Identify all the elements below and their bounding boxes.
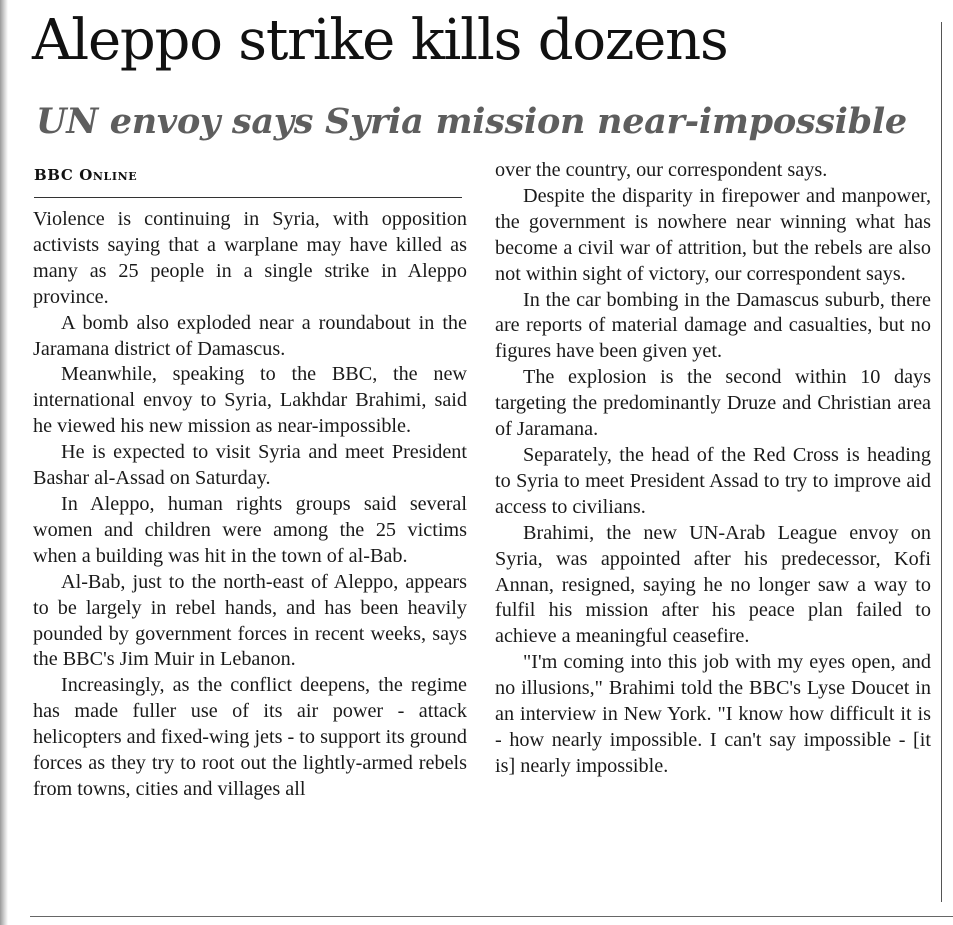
paragraph: Brahimi, the new UN-Arab League envoy on Syria, was appointed after his predecessor, Kofi Annan, resigned, saying he no longer saw a way to fulfil his mission after his peace plan failed to achieve a meaningful ceasefire.: [495, 521, 931, 648]
subheadline: UN envoy says Syria mission near-impossible: [36, 101, 907, 142]
paragraph: Despite the disparity in firepower and manpower, the government is nowhere near winning what has become a civil war of attrition, but the rebels are also not within sight of victory, our correspondent says.: [495, 184, 931, 285]
headline: Aleppo strike kills dozens: [32, 8, 728, 73]
byline-rule: [34, 197, 462, 198]
paragraph: The explosion is the second within 10 days targeting the predominantly Druze and Christian area of Jaramana.: [495, 366, 931, 441]
paragraph: Separately, the head of the Red Cross is heading to Syria to meet President Assad to try to improve aid access to civilians.: [495, 443, 931, 518]
paragraph: Meanwhile, speaking to the BBC, the new international envoy to Syria, Lakhdar Brahimi, said he viewed his new mission as near-impossible.: [33, 363, 467, 438]
column-rule-right: [941, 22, 942, 902]
article-column-2: [495, 158, 931, 780]
paragraph: over the country, our correspondent says.: [495, 159, 828, 181]
bottom-rule: [30, 916, 953, 917]
byline: BBC Online: [34, 166, 138, 184]
paragraph: "I'm coming into this job with my eyes open, and no illusions," Brahimi told the BBC's Lyse Doucet in an interview in New York. "I know how difficult it is - how nearly impossible. I can't say impossible - [it is] nearly impossible.: [495, 651, 931, 777]
paragraph: Violence is continuing in Syria, with opposition activists saying that a warplane may have killed as many as 25 people in a single strike in Aleppo province.: [33, 208, 467, 308]
article-column-1: [33, 207, 467, 803]
paragraph: Al-Bab, just to the north-east of Aleppo, appears to be largely in rebel hands, and has been heavily pounded by government forces in recent weeks, says the BBC's Jim Muir in Lebanon.: [33, 570, 467, 671]
page-edge-shadow: [0, 0, 8, 925]
paragraph: A bomb also exploded near a roundabout in the Jaramana district of Damascus.: [33, 311, 467, 360]
paragraph: Increasingly, as the conflict deepens, the regime has made fuller use of its air power - attack helicopters and fixed-wing jets - to support its ground forces as they try to root out the lightly-armed rebels from towns, cities and villages all: [33, 674, 467, 800]
paragraph: In Aleppo, human rights groups said several women and children were among the 25 victims when a building was hit in the town of al-Bab.: [33, 492, 467, 567]
paragraph: He is expected to visit Syria and meet President Bashar al-Assad on Saturday.: [33, 441, 467, 490]
paragraph: In the car bombing in the Damascus suburb, there are reports of material damage and casualties, but no figures have been given yet.: [495, 288, 931, 363]
